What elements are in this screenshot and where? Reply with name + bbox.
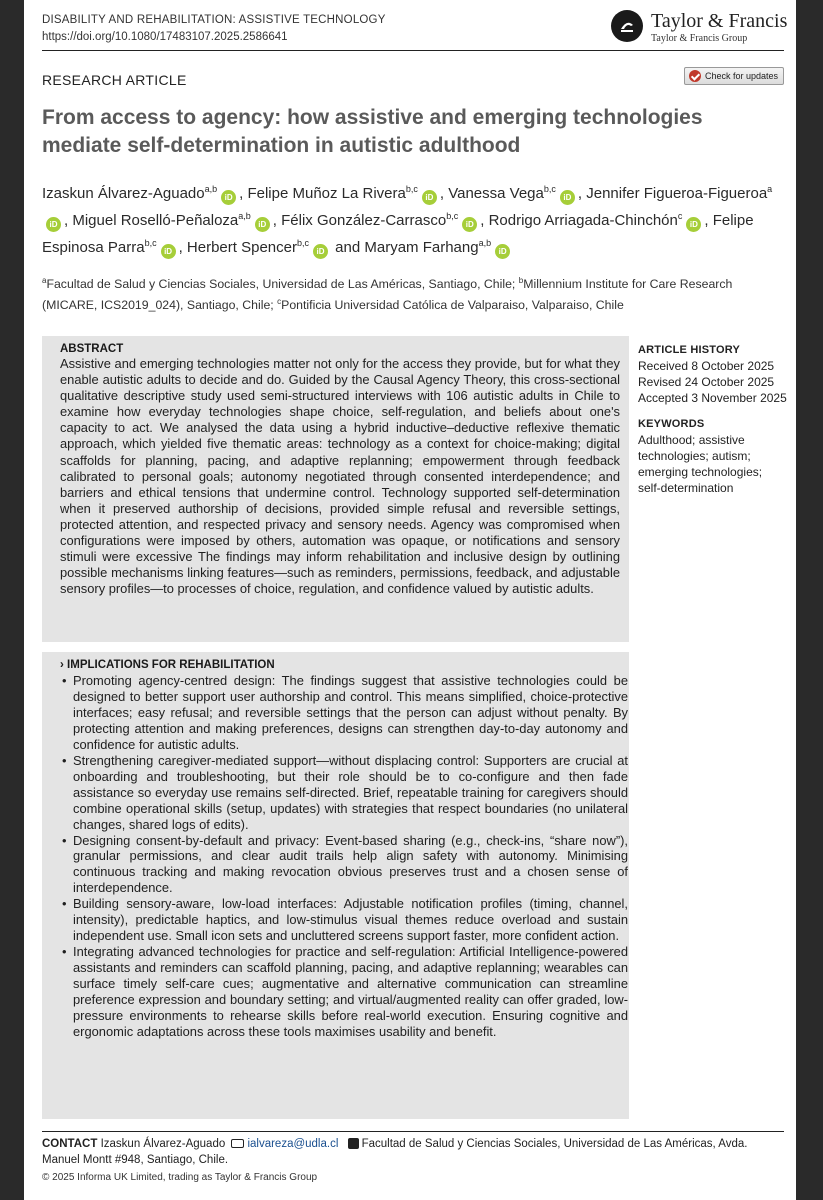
orcid-icon[interactable]: iD <box>46 217 61 232</box>
affiliation-mark: a <box>42 276 47 285</box>
author-name[interactable]: Vanessa Vega <box>448 185 544 202</box>
copyright: © 2025 Informa UK Limited, trading as Taylor & Francis Group <box>42 1172 318 1183</box>
doi-link[interactable]: https://doi.org/10.1080/17483107.2025.2586641 <box>42 31 288 43</box>
author-affiliation-mark: b,c <box>144 238 157 248</box>
orcid-icon[interactable]: iD <box>495 244 510 259</box>
author-separator: , <box>178 239 183 256</box>
check-updates-icon <box>689 70 701 82</box>
implication-item: • Building sensory-aware, low-load interfaces: Adjustable notification profiles (timing, channel, intensity), predictable haptics, and low-stimulus visual themes reduce overload and sustain independent use. Small icon sets and uncluttered screens support faster, more confident action. <box>60 896 628 944</box>
implications-list <box>60 673 628 1040</box>
author-name[interactable]: Izaskun Álvarez-Aguado <box>42 185 205 202</box>
author-separator: , <box>64 212 69 229</box>
orcid-icon[interactable]: iD <box>422 190 437 205</box>
orcid-icon[interactable]: iD <box>161 244 176 259</box>
check-for-updates-label: Check for updates <box>705 71 779 81</box>
author-name[interactable]: Jennifer Figueroa-Figueroa <box>586 185 768 202</box>
keywords-text: Adulthood; assistive technologies; autism; emerging technologies; self-determination <box>638 433 763 495</box>
abstract-heading: ABSTRACT <box>60 343 124 355</box>
contact-address: Facultad de Salud y Ciencias Sociales, Universidad de Las Américas, Avda. Manuel Montt #948, Santiago, Chile. <box>42 1138 748 1166</box>
author-name[interactable]: Miguel Roselló-Peñaloza <box>72 212 239 229</box>
author-affiliation-mark: a,b <box>478 238 492 248</box>
author-name[interactable]: Maryam Farhang <box>364 239 479 256</box>
implication-item: • Promoting agency-centred design: The findings suggest that assistive technologies could be designed to better support user authorship and control. This means simplified, choice-protective interfaces; easy refusal; and reversible settings that the person can adjust without penalty. By protecting attention and making preferences, designs can strengthen day-to-day autonomy and confidence for autistic adults. <box>60 673 628 753</box>
orcid-icon[interactable]: iD <box>313 244 328 259</box>
author-affiliation-mark: b,c <box>543 184 556 194</box>
author-affiliation-mark: a,b <box>238 211 251 221</box>
journal-name: DISABILITY AND REHABILITATION: ASSISTIVE TECHNOLOGY <box>42 14 386 26</box>
author-separator: , <box>480 212 485 229</box>
author-name[interactable]: Felipe Muñoz La Rivera <box>247 185 406 202</box>
author-affiliation-mark: b,c <box>405 184 418 194</box>
affiliations <box>42 272 787 314</box>
publisher-group: Taylor & Francis Group <box>651 33 748 44</box>
author-name[interactable]: Rodrigo Arriagada-Chinchón <box>488 212 678 229</box>
chevron-right-icon: › <box>60 659 64 671</box>
abstract-box <box>42 336 629 642</box>
author-separator: and <box>331 239 361 256</box>
implication-item: • Strengthening caregiver-mediated support—without displacing control: Supporters are crucial at onboarding and troubleshooting, but their role should be to co-configure and then fade assistance so everyday use remains self-directed. Brief, repeatable training for caregivers should combine operational skills (setup, updates) with strategies that respect boundaries (no unilateral changes, shared logs of edits). <box>60 753 628 833</box>
orcid-icon[interactable]: iD <box>221 190 236 205</box>
keywords-heading: KEYWORDS <box>638 418 705 430</box>
affiliation-mark: c <box>277 297 282 307</box>
affiliation-text: Pontificia Universidad Católica de Valparaiso, Valparaiso, Chile <box>281 298 624 313</box>
envelope-icon <box>231 1139 244 1148</box>
implications-heading-label: IMPLICATIONS FOR REHABILITATION <box>67 659 275 671</box>
author-affiliation-mark: b,c <box>446 211 459 221</box>
implication-item: • Integrating advanced technologies for practice and self-regulation: Artificial Intelligence-powered assistants and reminders can scaffold planning, pacing, and adaptive replanning; wearables can surface timely self-care cues; augmentative and alternative communication can streamline preference expression and boundary setting; and virtual/augmented reality can offer graded, low-pressure environments to rehearse skills before real-world execution. Ensuring cognitive and ergonomic adaptations across these tools maximises usability and benefit. <box>60 944 628 1040</box>
author-name[interactable]: Félix González-Carrasco <box>281 212 447 229</box>
contact-email[interactable]: ialvareza@udla.cl <box>247 1138 339 1150</box>
article-title: From access to agency: how assistive and emerging technologies mediate self-determination in autistic adulthood <box>42 106 703 157</box>
author-affiliation-mark: a <box>767 184 773 194</box>
implication-item: • Designing consent-by-default and privacy: Event-based sharing (e.g., check-ins, “share now”), granular permissions, and clear audit trails help align safety with autonomy. Minimising continuous tracking and making revocation obvious preserves trust and a chosen sense of interdependence. <box>60 833 628 897</box>
author-separator: , <box>239 185 244 202</box>
accepted-date: Accepted 3 November 2025 <box>638 391 787 405</box>
publisher-logo[interactable] <box>611 8 786 48</box>
article-history-heading: ARTICLE HISTORY <box>638 344 741 356</box>
header-divider <box>42 50 784 51</box>
article-sidebar <box>638 342 788 496</box>
author-name[interactable]: Herbert Spencer <box>186 239 297 256</box>
affiliation-text: Facultad de Salud y Ciencias Sociales, Universidad de Las Américas, Santiago, Chile; <box>46 277 516 292</box>
lamp-emblem-icon <box>611 10 643 42</box>
contact-info <box>42 1136 787 1168</box>
publisher-name: Taylor & Francis <box>651 10 788 32</box>
orcid-icon[interactable]: iD <box>560 190 575 205</box>
abstract-text: Assistive and emerging technologies matter not only for the access they provide, but for what they enable autistic adults to decide and do. Guided by the Causal Agency Theory, this cross-sectional qualitative descriptive study used semi-structured interviews with 106 autistic adults in Chile to examine how everyday technologies shape choice, self-regulation, and beliefs about one's capacity to act. We analysed the data using a hybrid inductive–deductive reflexive thematic approach, which yielded five thematic areas: technology as a context for choice-making; digital scaffolds for planning, pacing, and adaptive replanning; empowerment through feedback calibrated to personal goals; autonomy negotiated through consented interdependence; and barriers and ethical tensions that undermine control. Technology supported self-determination when it preserved authorship of decisions, provided simple refusal and reversible settings, protected attention, and respected privacy and sensory needs. Agency was compromised when configurations were imposed by others, automation was opaque, or notifications and sensory stimuli were excessive The findings may inform rehabilitation and inclusive design by outlining possible mechanisms linking features—such as reminders, permissions, feedback, and adjustable sensory profiles—to processes of choice, regulation, and confidence valued by autistic adults. <box>60 356 620 597</box>
author-separator: , <box>272 212 277 229</box>
author-affiliation-mark: b,c <box>296 238 309 248</box>
orcid-icon[interactable]: iD <box>462 217 477 232</box>
contact-name: Izaskun Álvarez-Aguado <box>100 1138 226 1150</box>
affiliation-mark: b <box>518 276 524 285</box>
author-name[interactable]: Felipe Espinosa Parra <box>42 212 754 256</box>
author-affiliation-mark: c <box>677 211 683 221</box>
contact-divider <box>42 1131 784 1132</box>
check-for-updates-button[interactable] <box>684 67 784 85</box>
author-separator: , <box>439 185 445 202</box>
affiliation-text: Millennium Institute for Care Research (MICARE, ICS2019_024), Santiago, Chile; <box>42 277 733 313</box>
author-separator: , <box>577 185 583 202</box>
article-type: RESEARCH ARTICLE <box>42 72 187 88</box>
author-list <box>42 178 782 259</box>
implications-box <box>42 652 629 1119</box>
author-affiliation-mark: a,b <box>204 184 218 194</box>
received-date: Received 8 October 2025 <box>638 359 775 373</box>
address-icon <box>348 1138 359 1149</box>
article-page <box>24 0 796 1200</box>
author-separator: , <box>704 212 709 229</box>
orcid-icon[interactable]: iD <box>255 217 270 232</box>
contact-label: CONTACT <box>42 1138 98 1150</box>
revised-date: Revised 24 October 2025 <box>638 375 775 389</box>
implications-heading <box>60 659 275 671</box>
orcid-icon[interactable]: iD <box>686 217 701 232</box>
